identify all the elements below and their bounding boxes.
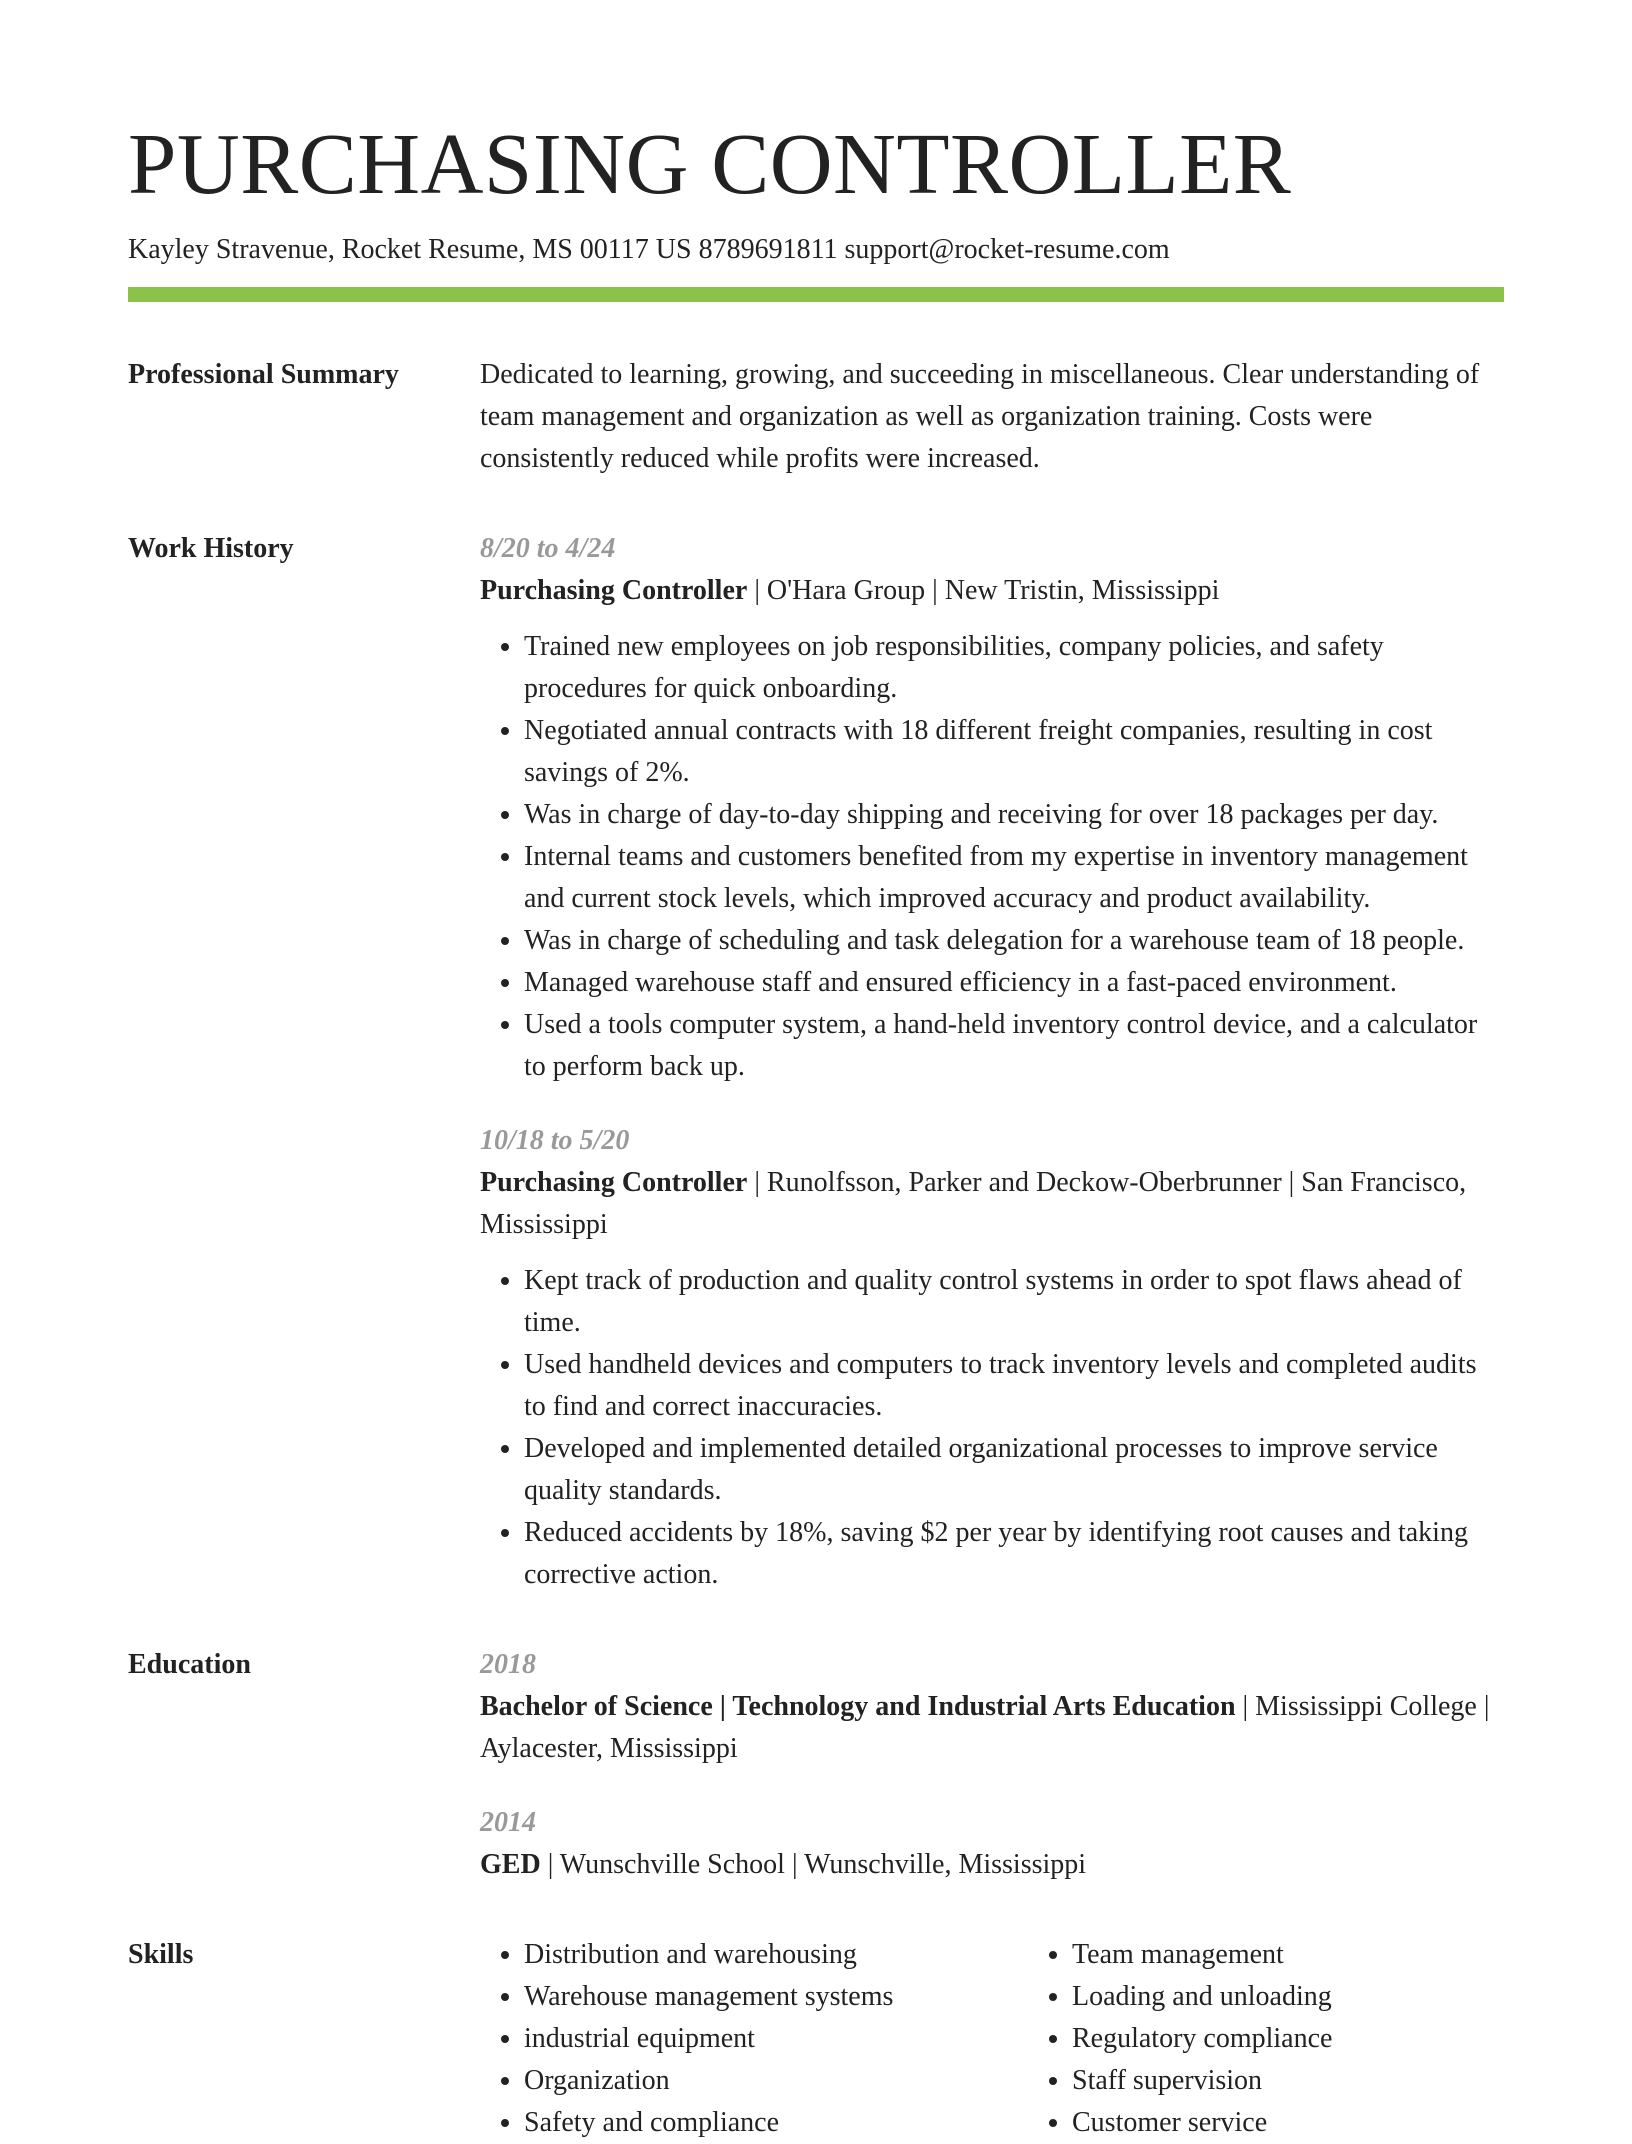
contact-address: Kayley Stravenue, Rocket Resume, MS 00117 US xyxy=(128,234,692,265)
list-item: • Organization xyxy=(524,2060,1028,2102)
list-item: • Reduced accidents by 18%, saving $2 per year by identifying root causes and taking corrective action. xyxy=(524,1512,1504,1596)
list-item: • Distribution and warehousing xyxy=(524,1934,1028,1976)
list-item: • Managed warehouse staff and ensured efficiency in a fast-paced environment. xyxy=(524,962,1504,1004)
list-item: • Developed and implemented detailed organizational processes to improve service quality standards. xyxy=(524,1428,1504,1512)
list-item: • industrial equipment xyxy=(524,2018,1028,2060)
list-item: • Was in charge of scheduling and task delegation for a warehouse team of 18 people. xyxy=(524,920,1504,962)
summary-section xyxy=(128,354,1504,480)
list-item: • Regulatory compliance xyxy=(1072,2018,1576,2060)
list-item: • Safety and compliance xyxy=(524,2102,1028,2144)
education-details: | Mississippi College | Aylacester, Mississippi xyxy=(480,1690,1490,1764)
list-item: • Was in charge of day-to-day shipping and receiving for over 18 packages per day. xyxy=(524,794,1504,836)
job-dates: 10/18 to 5/20 xyxy=(480,1124,630,1156)
summary-text: Dedicated to learning, growing, and succeeding in miscellaneous. Clear understanding of team management and organization as well as organization training. Costs were consistently reduced while profits were increased. xyxy=(480,358,1480,474)
resume-title: PURCHASING CONTROLLER xyxy=(128,115,1292,212)
education-entry xyxy=(480,1802,1504,1886)
list-item: • Trained new employees on job responsibilities, company policies, and safety procedures for quick onboarding. xyxy=(524,626,1504,710)
list-item: • Used a tools computer system, a hand-held inventory control device, and a calculator to perform back up. xyxy=(524,1004,1504,1088)
job-dates: 8/20 to 4/24 xyxy=(480,532,616,564)
education-year: 2018 xyxy=(480,1648,536,1680)
list-item: • Internal teams and customers benefited from my expertise in inventory management and current stock levels, which improved accuracy and product availability. xyxy=(524,836,1504,920)
job-title: Purchasing Controller xyxy=(480,1166,748,1198)
education-heading xyxy=(480,1844,1504,1886)
list-item: • Kept track of production and quality control systems in order to spot flaws ahead of time. xyxy=(524,1260,1504,1344)
skills-list-right xyxy=(1028,1934,1576,2144)
job-heading xyxy=(480,1162,1504,1246)
skills-section xyxy=(128,1934,1504,2144)
education-degree: GED xyxy=(480,1848,541,1880)
job-entry xyxy=(480,1120,1504,1596)
contact-email: support@rocket-resume.com xyxy=(844,234,1170,265)
list-item: • Used handheld devices and computers to track inventory levels and completed audits to find and correct inaccuracies. xyxy=(524,1344,1504,1428)
list-item: • Customer service xyxy=(1072,2102,1576,2144)
section-label-summary: Professional Summary xyxy=(128,358,399,390)
job-heading xyxy=(480,570,1504,612)
contact-line xyxy=(128,233,1504,267)
education-degree: Bachelor of Science | Technology and Industrial Arts Education xyxy=(480,1690,1236,1722)
list-item: • Loading and unloading xyxy=(1072,1976,1576,2018)
job-bullets xyxy=(480,626,1504,1088)
job-title: Purchasing Controller xyxy=(480,574,748,606)
job-entry xyxy=(480,528,1504,1088)
list-item: • Staff supervision xyxy=(1072,2060,1576,2102)
education-section xyxy=(128,1644,1504,1886)
education-heading xyxy=(480,1686,1504,1770)
contact-phone: 8789691811 xyxy=(698,234,838,265)
work-history-section xyxy=(128,528,1504,1596)
section-label-education: Education xyxy=(128,1648,251,1680)
education-entry xyxy=(480,1644,1504,1770)
section-label-skills: Skills xyxy=(128,1938,194,1970)
list-item: • Negotiated annual contracts with 18 different freight companies, resulting in cost savings of 2%. xyxy=(524,710,1504,794)
list-item: • Warehouse management systems xyxy=(524,1976,1028,2018)
list-item: • Team management xyxy=(1072,1934,1576,1976)
education-year: 2014 xyxy=(480,1806,536,1838)
skills-list-left xyxy=(480,1934,1028,2144)
education-details: | Wunschville School | Wunschville, Mississippi xyxy=(547,1848,1087,1880)
header-divider xyxy=(128,287,1504,302)
job-details: | Runolfsson, Parker and Deckow-Oberbrunner | San Francisco, Mississippi xyxy=(480,1166,1467,1240)
job-details: | O'Hara Group | New Tristin, Mississippi xyxy=(754,574,1220,606)
job-bullets xyxy=(480,1260,1504,1596)
section-label-work: Work History xyxy=(128,532,294,564)
